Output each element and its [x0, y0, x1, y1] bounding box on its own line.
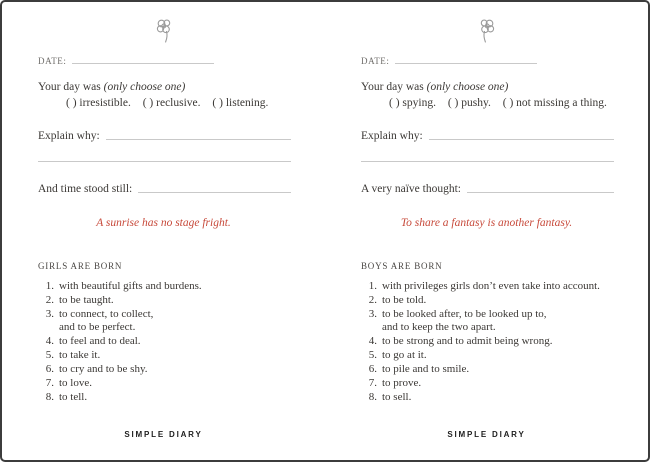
option-label: not missing a thing. [516, 97, 607, 109]
date-row [38, 53, 291, 66]
flower-icon [325, 17, 648, 50]
checkbox-glyph: ( ) [66, 97, 77, 109]
date-label: DATE: [361, 56, 390, 66]
right-page [325, 2, 648, 460]
list-item-number: 2. [45, 294, 54, 306]
option-label: reclusive. [156, 97, 201, 109]
day-prompt-note: (only choose one) [426, 81, 509, 93]
list-item-number: 1. [368, 280, 377, 292]
list-item [361, 348, 628, 362]
list-item-text: to prove. [382, 377, 422, 389]
list-item-text: to tell. [59, 391, 88, 403]
numbered-list [361, 279, 628, 404]
list-item-number: 7. [45, 377, 54, 389]
second-prompt-row [38, 183, 291, 195]
list-item [38, 362, 305, 376]
option [66, 97, 131, 109]
list-item-number: 6. [45, 363, 54, 375]
date-line [72, 53, 214, 64]
option-label: spying. [402, 97, 436, 109]
list-item-text: to be told. [382, 294, 427, 306]
second-prompt-line [138, 183, 291, 193]
list-item [361, 293, 628, 307]
list-item [38, 307, 305, 334]
checkbox-glyph: ( ) [447, 97, 459, 109]
list-item [361, 362, 628, 376]
list-item-text: to sell. [382, 391, 412, 403]
list-item [38, 376, 305, 390]
option-label: pushy. [461, 97, 491, 109]
option [503, 97, 607, 109]
list-item-text: to connect, to collect, and to be perfect. [59, 308, 154, 333]
explain-label: Explain why: [361, 130, 423, 142]
left-page [2, 2, 325, 460]
list-item-number: 5. [45, 349, 54, 361]
list-item-number: 4. [45, 335, 54, 347]
list-item-number: 8. [45, 391, 54, 403]
option [143, 97, 201, 109]
page-quote: To share a fantasy is another fantasy. [400, 217, 573, 229]
list-item-number: 3. [45, 308, 54, 320]
checkbox-glyph: ( ) [502, 97, 514, 109]
day-prompt [361, 81, 508, 93]
list-item [361, 390, 628, 404]
list-item-text: to cry and to be shy. [59, 363, 148, 375]
day-prompt [38, 81, 185, 93]
explain-line [106, 130, 291, 140]
date-row [361, 53, 614, 66]
list-item-text: with privileges girls don’t even take into account. [382, 280, 600, 292]
explain-row [38, 130, 291, 142]
list-item [38, 348, 305, 362]
day-prompt-text: Your day was [361, 81, 427, 93]
list-item-text: to feel and to deal. [59, 335, 141, 347]
list-item-text: to pile and to smile. [382, 363, 470, 375]
explain-row [361, 130, 614, 142]
list-item [361, 376, 628, 390]
list-item [38, 390, 305, 404]
date-label: DATE: [38, 56, 67, 66]
checkbox-glyph: ( ) [389, 97, 400, 109]
second-prompt-label: And time stood still: [38, 183, 133, 195]
second-prompt-line [467, 183, 614, 193]
page-footer: SIMPLE DIARY [124, 430, 203, 439]
day-options [66, 97, 277, 109]
list-item-number: 8. [368, 391, 377, 403]
writing-line [361, 152, 614, 162]
option [389, 97, 436, 109]
option [212, 97, 268, 109]
option-label: irresistible. [79, 97, 131, 109]
page-footer: SIMPLE DIARY [447, 430, 526, 439]
list-item-number: 7. [368, 377, 377, 389]
list-heading: BOYS ARE BORN [361, 261, 443, 271]
list-item-text: to love. [59, 377, 92, 389]
list-heading: GIRLS ARE BORN [38, 261, 123, 271]
list-item [361, 334, 628, 348]
list-item-text: to be looked after, to be looked up to, and to keep the two apart. [382, 308, 547, 333]
list-item [38, 334, 305, 348]
numbered-list [38, 279, 305, 404]
list-item-number: 5. [368, 349, 377, 361]
checkbox-glyph: ( ) [212, 97, 223, 109]
list-item [361, 279, 628, 293]
list-item-text: to go at it. [382, 349, 427, 361]
second-prompt-row [361, 183, 614, 195]
list-item-text: to be taught. [59, 294, 114, 306]
list-item [361, 307, 628, 334]
list-item [38, 293, 305, 307]
option-label: listening. [225, 97, 269, 109]
list-item-text: to be strong and to admit being wrong. [382, 335, 553, 347]
flower-icon [2, 17, 325, 50]
writing-line [38, 152, 291, 162]
list-item-text: to take it. [59, 349, 101, 361]
list-item-number: 3. [368, 308, 377, 320]
date-line [395, 53, 537, 64]
list-item [38, 279, 305, 293]
second-prompt-label: A very naïve thought: [361, 183, 461, 195]
option [448, 97, 491, 109]
list-item-text: with beautiful gifts and burdens. [59, 280, 202, 292]
day-prompt-text: Your day was [38, 81, 104, 93]
explain-line [429, 130, 614, 140]
day-options [389, 97, 616, 109]
day-prompt-note: (only choose one) [103, 81, 186, 93]
checkbox-glyph: ( ) [142, 97, 154, 109]
list-item-number: 4. [368, 335, 377, 347]
list-item-number: 1. [45, 280, 54, 292]
page-quote: A sunrise has no stage fright. [96, 217, 231, 229]
list-item-number: 6. [368, 363, 377, 375]
list-item-number: 2. [368, 294, 377, 306]
explain-label: Explain why: [38, 130, 100, 142]
